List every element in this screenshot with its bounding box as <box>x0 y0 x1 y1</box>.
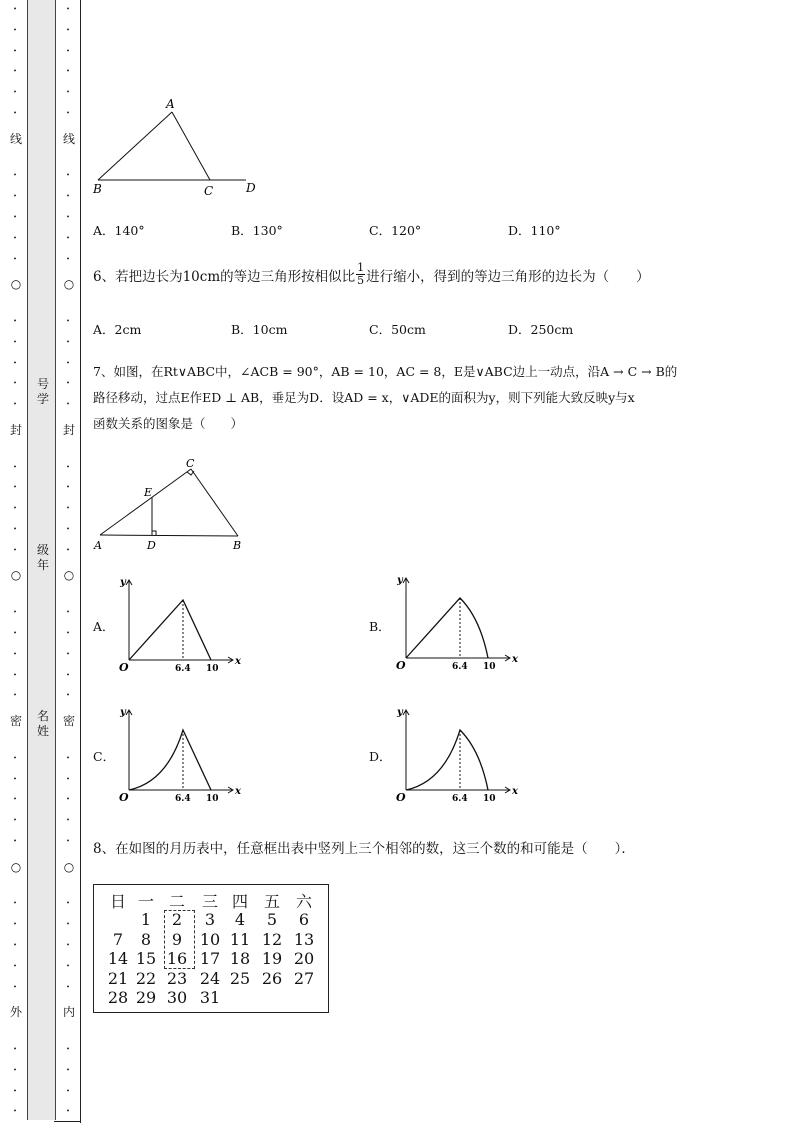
right-mark-mi: 密 <box>62 714 75 728</box>
left-circle-3: ○ <box>10 860 22 874</box>
calendar-day-cell: 30 <box>166 988 188 1007</box>
tick-label-10: 10 <box>483 794 496 804</box>
margin-dot: • <box>66 68 70 76</box>
left-mark-mi: 密 <box>9 714 22 728</box>
graph-option-d <box>392 702 522 806</box>
margin-dot: • <box>66 983 70 991</box>
margin-dot: • <box>66 692 70 700</box>
margin-dot: • <box>66 172 70 180</box>
left-mark-feng: 封 <box>9 423 22 437</box>
margin-dot: • <box>13 505 17 513</box>
margin-dot: • <box>66 1066 70 1074</box>
margin-dot: • <box>66 505 70 513</box>
margin-dot: • <box>13 962 17 970</box>
margin-dot: • <box>13 214 17 221</box>
margin-dot: • <box>13 817 17 825</box>
calendar-day-cell: 22 <box>135 968 157 988</box>
calendar-header-cell: 四 <box>231 892 248 911</box>
label-d: D <box>147 539 156 552</box>
margin-dot: • <box>13 110 17 117</box>
q6-option-b: B．10cm <box>231 322 288 337</box>
margin-divider <box>80 0 81 1123</box>
label-a: A <box>94 539 102 552</box>
margin-dot: • <box>13 775 17 783</box>
calendar-day-cell: 16 <box>166 949 188 968</box>
margin-dot: • <box>13 754 17 762</box>
q6-frac-num: 1 <box>357 261 365 274</box>
q5-option-c: C．120° <box>369 223 422 238</box>
q7-line-1: 7、如图，在Rt∨ABC中，∠ACB = 90°，AB = 10，AC = 8，E是∨ABC边上一动点，沿A → C → B的 <box>93 364 678 379</box>
margin-dot: • <box>13 193 17 201</box>
calendar-day-cell: 15 <box>135 949 157 968</box>
margin-dot: • <box>66 630 70 637</box>
margin-dot: • <box>66 921 70 929</box>
margin-dot: • <box>13 942 17 949</box>
margin-dot: • <box>66 775 70 783</box>
q7-option-b: B． <box>369 619 391 634</box>
margin-dot: • <box>66 838 70 845</box>
field-char: 名 <box>36 709 49 723</box>
right-mark-feng: 封 <box>62 423 75 437</box>
calendar-day-cell: 21 <box>107 968 129 988</box>
calendar-day-cell: 7 <box>112 929 124 949</box>
q6-option-a: A．2cm <box>93 322 142 337</box>
origin-label: O <box>396 791 406 804</box>
x-axis-label: x <box>235 656 241 667</box>
calendar-header-cell: 五 <box>263 892 280 911</box>
margin-dot: • <box>13 47 17 55</box>
margin-dot: • <box>13 692 17 700</box>
graph-option-a <box>115 572 245 676</box>
margin-dot: • <box>13 671 17 679</box>
calendar-day-cell: 20 <box>293 949 315 968</box>
triangle-figure-q5 <box>88 92 268 202</box>
calendar-day-cell: 18 <box>229 949 251 968</box>
calendar-day-cell: 31 <box>199 988 221 1007</box>
calendar-day-cell: 6 <box>298 910 310 929</box>
margin-dot: • <box>66 942 70 949</box>
y-axis-label: y <box>120 707 126 718</box>
margin-dot: • <box>66 359 70 367</box>
calendar-day-cell: 5 <box>266 910 278 929</box>
tick-label-6-4: 6.4 <box>175 664 191 674</box>
calendar-day-cell: 11 <box>229 929 251 949</box>
margin-dot: • <box>66 26 70 34</box>
calendar-table <box>93 884 329 1013</box>
calendar-header-cell: 六 <box>295 892 312 911</box>
margin-dot: • <box>66 1108 70 1116</box>
left-mark-wai: 外 <box>9 1005 22 1019</box>
tick-label-6-4: 6.4 <box>175 794 191 804</box>
margin-dot: • <box>13 921 17 929</box>
label-b: B <box>93 182 102 196</box>
calendar-day-cell: 12 <box>261 929 283 949</box>
margin-dot: • <box>13 255 17 263</box>
tick-label-10: 10 <box>206 664 219 674</box>
calendar-day-cell: 25 <box>229 968 251 988</box>
margin-dot: • <box>66 89 70 97</box>
margin-dot: • <box>66 650 70 658</box>
margin-dot: • <box>13 796 17 804</box>
origin-label: O <box>396 659 406 672</box>
margin-dot: • <box>13 26 17 34</box>
right-circle-2: ○ <box>63 568 75 582</box>
field-char: 年 <box>36 558 49 572</box>
margin-dot: • <box>13 484 17 492</box>
x-axis-label: x <box>235 786 241 797</box>
margin-dot: • <box>66 338 70 346</box>
margin-dot: • <box>13 630 17 637</box>
q5-option-d: D．110° <box>508 223 561 238</box>
q5-option-b: B．130° <box>231 223 283 238</box>
field-grade <box>36 543 50 573</box>
q7-option-c: C． <box>93 749 116 764</box>
calendar-day-cell: 14 <box>107 949 129 968</box>
margin-dot: • <box>66 817 70 825</box>
margin-dot: • <box>13 1087 17 1095</box>
margin-dot: • <box>13 463 17 471</box>
label-b: B <box>233 539 242 552</box>
tick-label-6-4: 6.4 <box>452 794 468 804</box>
label-c: C <box>186 457 195 470</box>
margin-dot: • <box>13 68 17 76</box>
margin-dot: • <box>66 796 70 804</box>
calendar-day-cell: 4 <box>234 910 246 929</box>
margin-dot: • <box>13 1066 17 1074</box>
tick-label-6-4: 6.4 <box>452 662 468 672</box>
field-char: 号 <box>36 377 49 391</box>
calendar-day-cell: 2 <box>171 910 183 929</box>
dashed-selection-box <box>164 910 195 969</box>
margin-dot: • <box>66 214 70 221</box>
margin-dot: • <box>66 900 70 908</box>
label-c: C <box>204 184 214 198</box>
margin-dot: • <box>13 900 17 908</box>
tick-label-10: 10 <box>483 662 496 672</box>
q7-option-a: A． <box>93 619 115 634</box>
q7-option-d: D． <box>369 749 392 764</box>
field-name <box>36 709 50 739</box>
calendar-day-cell: 17 <box>199 949 221 968</box>
field-char: 级 <box>36 543 49 557</box>
q5-option-a: A．140° <box>93 223 145 238</box>
q7-line-2: 路径移动，过点E作ED ⊥ AB，垂足为D．设AD = x，∨ADE的面积为y，则下列能大致反映y与x <box>93 390 635 405</box>
margin-dot: • <box>13 338 17 346</box>
graph-option-c <box>115 702 245 806</box>
function-curve <box>129 600 211 660</box>
margin-dot: • <box>66 255 70 263</box>
margin-dot: • <box>66 671 70 679</box>
calendar-day-cell: 9 <box>171 929 183 949</box>
margin-dot: • <box>13 89 17 97</box>
calendar-day-cell: 27 <box>293 968 315 988</box>
margin-dot: • <box>66 110 70 117</box>
margin-dot: • <box>13 359 17 367</box>
margin-dot: • <box>13 983 17 991</box>
margin-dot: • <box>13 526 17 533</box>
calendar-day-cell: 19 <box>261 949 283 968</box>
q6-text-after: 进行缩小，得到的等边三角形的边长为（ ） <box>366 268 650 285</box>
label-d: D <box>246 181 256 195</box>
q6-fraction <box>356 262 365 287</box>
label-e: E <box>144 486 153 499</box>
calendar-day-cell: 1 <box>140 910 152 929</box>
calendar-header-cell: 二 <box>168 892 185 911</box>
field-char: 姓 <box>36 724 49 738</box>
calendar-day-cell: 23 <box>166 968 188 988</box>
function-curve <box>406 598 488 658</box>
x-axis-label: x <box>512 654 518 665</box>
margin-dot: • <box>13 234 17 242</box>
left-mark-xian: 线 <box>9 132 22 146</box>
margin-dot: • <box>66 1087 70 1095</box>
function-curve <box>406 730 488 790</box>
calendar-day-cell: 10 <box>199 929 221 949</box>
calendar-header-cell: 三 <box>201 892 218 911</box>
graph-option-b <box>392 570 522 674</box>
origin-label: O <box>119 661 129 674</box>
margin-dot: • <box>66 193 70 201</box>
right-circle-1: ○ <box>63 277 75 291</box>
field-student-id <box>36 377 50 407</box>
right-triangle-figure-q7 <box>92 455 252 555</box>
margin-dot: • <box>66 484 70 492</box>
margin-dot: • <box>13 401 17 409</box>
q6-text-before: 6、若把边长为10cm的等边三角形按相似比 <box>93 268 356 285</box>
margin-dot: • <box>13 1108 17 1116</box>
calendar-header-cell: 一 <box>137 892 154 911</box>
margin-dot: • <box>13 838 17 845</box>
margin-dot: • <box>66 962 70 970</box>
y-axis-label: y <box>120 577 126 588</box>
q6-option-c: C．50cm <box>369 322 426 337</box>
right-mark-xian: 线 <box>62 132 75 146</box>
margin-dot: • <box>66 1046 70 1053</box>
margin-dot: • <box>66 609 70 617</box>
calendar-day-cell: 8 <box>140 929 152 949</box>
x-axis-label: x <box>512 786 518 797</box>
left-circle-1: ○ <box>10 277 22 291</box>
margin-dot: • <box>66 234 70 242</box>
tick-label-10: 10 <box>206 794 219 804</box>
q6-option-d: D．250cm <box>508 322 574 337</box>
margin-bottom-line <box>54 1121 81 1122</box>
margin-dot: • <box>66 401 70 409</box>
margin-dot: • <box>13 6 17 13</box>
function-curve <box>129 730 211 790</box>
left-circle-2: ○ <box>10 568 22 582</box>
margin-dot: • <box>13 1046 17 1053</box>
right-circle-3: ○ <box>63 860 75 874</box>
right-mark-nei: 内 <box>62 1005 75 1019</box>
y-axis-label: y <box>397 707 403 718</box>
calendar-day-cell: 13 <box>293 929 315 949</box>
margin-dot: • <box>13 609 17 617</box>
margin-dot: • <box>13 172 17 180</box>
margin-dot: • <box>13 546 17 554</box>
q8-question: 8、在如图的月历表中，任意框出表中竖列上三个相邻的数，这三个数的和可能是（ ）． <box>93 841 635 857</box>
margin-dot: • <box>13 380 17 388</box>
origin-label: O <box>119 791 129 804</box>
margin-dot: • <box>13 318 17 325</box>
margin-dot: • <box>66 47 70 55</box>
q6-frac-den: 5 <box>357 274 365 287</box>
margin-dot: • <box>66 318 70 325</box>
field-char: 学 <box>36 392 49 406</box>
margin-dot: • <box>66 380 70 388</box>
calendar-day-cell: 24 <box>199 968 221 988</box>
label-a: A <box>166 97 175 111</box>
margin-dot: • <box>66 6 70 13</box>
calendar-header-cell: 日 <box>109 892 126 911</box>
calendar-day-cell: 26 <box>261 968 283 988</box>
q7-line-3: 函数关系的图象是（ ） <box>93 416 244 431</box>
margin-dot: • <box>66 546 70 554</box>
calendar-day-cell: 3 <box>204 910 216 929</box>
q6-question <box>93 262 650 287</box>
margin-dot: • <box>66 463 70 471</box>
calendar-day-cell: 28 <box>107 988 129 1007</box>
y-axis-label: y <box>397 575 403 586</box>
margin-dot: • <box>13 650 17 658</box>
margin-dot: • <box>66 754 70 762</box>
calendar-day-cell: 29 <box>135 988 157 1007</box>
margin-dot: • <box>66 526 70 533</box>
